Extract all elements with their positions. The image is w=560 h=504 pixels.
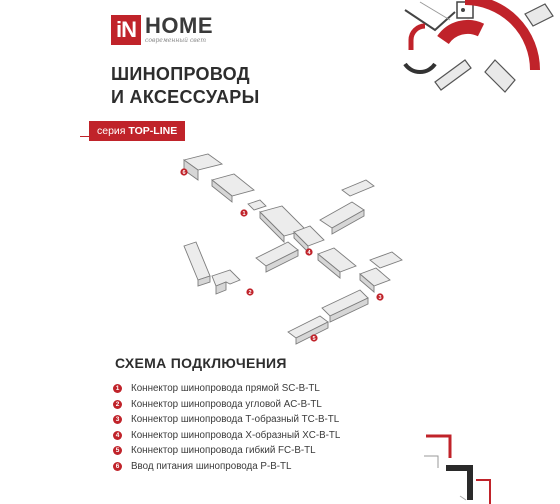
track-segment-i: [342, 180, 374, 196]
scheme-heading: СХЕМА ПОДКЛЮЧЕНИЯ: [115, 355, 287, 371]
legend-number: 3: [113, 415, 122, 424]
decor-corners-bottom: [420, 430, 560, 504]
legend-number: 6: [113, 462, 122, 471]
flex-connector-piece: [248, 200, 266, 210]
series-badge: [89, 121, 185, 141]
page-title: [111, 63, 260, 109]
legend-item: [113, 428, 340, 444]
legend-text: Коннектор шинопровода гибкий FC-B-TL: [131, 445, 316, 457]
scheme-legend: [113, 381, 340, 474]
legend-number: 2: [113, 400, 122, 409]
legend-item: [113, 443, 340, 459]
logo-in-text: iN: [116, 17, 136, 42]
logo-tagline: современный свет: [145, 37, 207, 44]
legend-item: [113, 459, 340, 475]
track-segment-g: [370, 252, 402, 268]
legend-text: Коннектор шинопровода Т-образный TC-B-TL: [131, 414, 340, 426]
series-name: TOP-LINE: [128, 125, 178, 137]
marker-6: [180, 168, 187, 176]
legend-item: [113, 397, 340, 413]
decor-track-pieces-top: [395, 0, 560, 100]
brand-logo: [111, 14, 213, 46]
svg-text:3: 3: [378, 295, 382, 301]
series-prefix: серия: [97, 125, 129, 137]
legend-number: 1: [113, 384, 122, 393]
connection-diagram: [170, 150, 410, 350]
marker-4: [305, 248, 312, 256]
svg-text:2: 2: [248, 290, 252, 296]
marker-3: [376, 293, 383, 301]
logo-in-mark: [111, 15, 141, 45]
legend-text: Коннектор шинопровода X-образный XC-B-TL: [131, 429, 341, 441]
legend-text: Коннектор шинопровода прямой SC-B-TL: [131, 383, 320, 395]
legend-text: Коннектор шинопровода угловой AC-B-TL: [131, 398, 322, 410]
logo-home-text: HOME: [145, 13, 213, 38]
marker-5: [310, 334, 317, 342]
marker-2: [246, 288, 253, 296]
svg-text:5: 5: [312, 336, 316, 342]
title-line-2: И АКСЕССУАРЫ: [111, 87, 260, 107]
legend-item: [113, 412, 340, 428]
title-line-1: ШИНОПРОВОД: [111, 64, 250, 84]
legend-text: Ввод питания шинопровода P-B-TL: [131, 460, 292, 472]
legend-number: 4: [113, 431, 122, 440]
marker-1: [240, 209, 247, 217]
logo-wordmark: [145, 13, 213, 44]
legend-number: 5: [113, 446, 122, 455]
legend-item: [113, 381, 340, 397]
svg-text:6: 6: [182, 170, 186, 176]
svg-text:4: 4: [307, 250, 311, 256]
svg-text:1: 1: [242, 211, 246, 217]
track-segment-e: [184, 242, 210, 280]
